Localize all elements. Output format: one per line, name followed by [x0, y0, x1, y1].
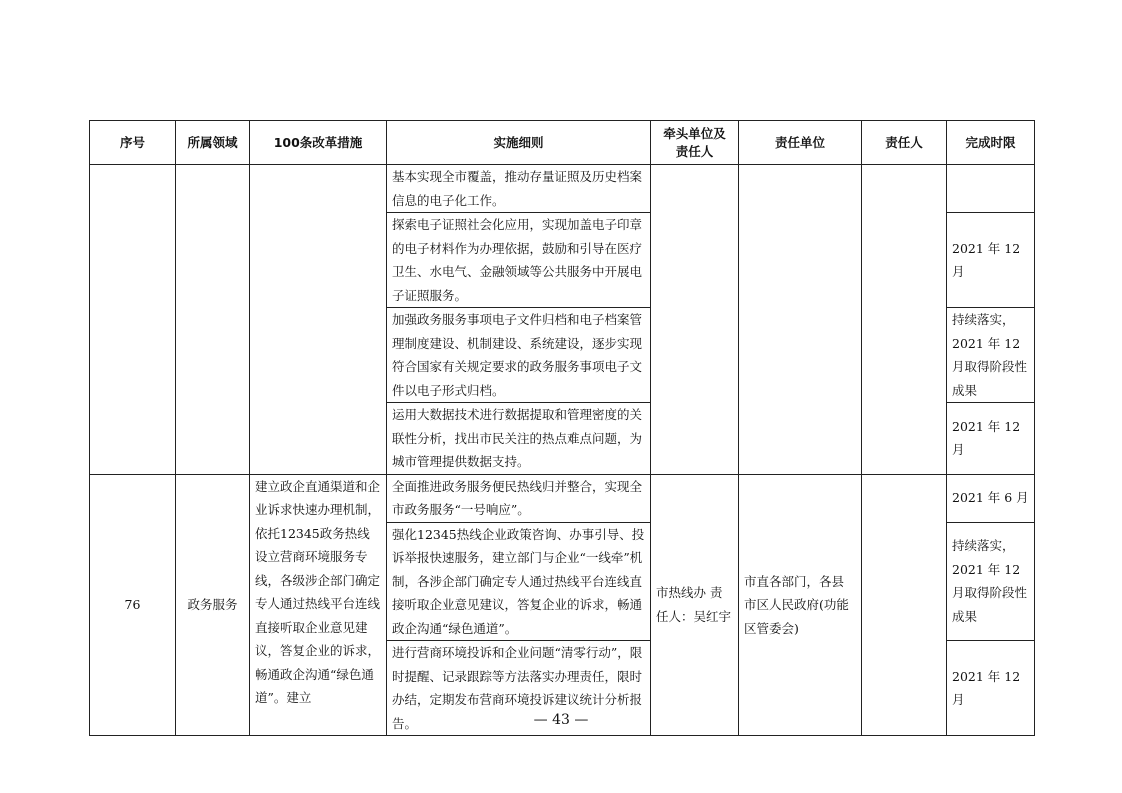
page-number: — 43 — — [533, 712, 589, 728]
deadline-cell: 2021 年 12 月 — [947, 641, 1035, 736]
cell-responsible-unit: 市直各部门，各县市区人民政府(功能区管委会) — [739, 474, 862, 736]
header-responsible-person: 责任人 — [862, 121, 947, 165]
cell-seq: 76 — [90, 474, 176, 736]
header-deadline: 完成时限 — [947, 121, 1035, 165]
table-row — [90, 474, 1035, 522]
table-header-row — [90, 121, 1035, 165]
deadline-cell: 持续落实，2021 年 12 月取得阶段性成果 — [947, 308, 1035, 403]
reform-measures-table — [89, 120, 1035, 736]
cell-seq-empty — [90, 165, 176, 475]
cell-unit-empty — [739, 165, 862, 475]
detail-cell: 运用大数据技术进行数据提取和管理密度的关联性分析，找出市民关注的热点难点问题，为城市管理提供数据支持。 — [387, 403, 651, 475]
detail-cell: 基本实现全市覆盖，推动存量证照及历史档案信息的电子化工作。 — [387, 165, 651, 213]
table-row — [90, 165, 1035, 213]
header-lead — [651, 121, 739, 165]
detail-cell: 全面推进政务服务便民热线归并整合，实现全市政务服务“一号响应”。 — [387, 474, 651, 522]
cell-field: 政务服务 — [176, 474, 250, 736]
header-responsible-unit: 责任单位 — [739, 121, 862, 165]
detail-cell: 强化12345热线企业政策咨询、办事引导、投诉举报快速服务，建立部门与企业“一线牵”机制，各涉企部门确定专人通过热线平台连线直接听取企业意见建议，答复企业的诉求，畅通政企沟通“绿色通道”。 — [387, 522, 651, 641]
header-measures: 100条改革措施 — [250, 121, 387, 165]
deadline-cell: 2021 年 6 月 — [947, 474, 1035, 522]
deadline-cell — [947, 165, 1035, 213]
cell-measure: 建立政企直通渠道和企业诉求快速办理机制，依托12345政务热线设立营商环境服务专线，各级涉企部门确定专人通过热线平台连线直接听取企业意见建议，答复企业的诉求，畅通政企沟通“绿色通道”。建立 — [250, 474, 387, 736]
cell-responsible-person — [862, 474, 947, 736]
cell-lead: 市热线办 责任人：吴红宇 — [651, 474, 739, 736]
deadline-cell: 持续落实，2021 年 12 月取得阶段性成果 — [947, 522, 1035, 641]
cell-measure-empty — [250, 165, 387, 475]
cell-field-empty — [176, 165, 250, 475]
detail-cell: 进行营商环境投诉和企业问题“清零行动”，限时提醒、记录跟踪等方法落实办理责任，限时办结，定期发布营商环境投诉建议统计分析报告。 — [387, 641, 651, 736]
deadline-cell: 2021 年 12 月 — [947, 213, 1035, 308]
detail-cell: 探索电子证照社会化应用，实现加盖电子印章的电子材料作为办理依据，鼓励和引导在医疗卫生、水电气、金融领域等公共服务中开展电子证照服务。 — [387, 213, 651, 308]
cell-lead-empty — [651, 165, 739, 475]
header-lead-line2: 责任人 — [675, 143, 714, 159]
deadline-cell: 2021 年 12 月 — [947, 403, 1035, 475]
header-seq: 序号 — [90, 121, 176, 165]
detail-cell: 加强政务服务事项电子文件归档和电子档案管理制度建设、机制建设、系统建设，逐步实现符合国家有关规定要求的政务服务事项电子文件以电子形式归档。 — [387, 308, 651, 403]
cell-person-empty — [862, 165, 947, 475]
header-field: 所属领域 — [176, 121, 250, 165]
header-lead-line1: 牵头单位及 — [663, 125, 726, 141]
header-details: 实施细则 — [387, 121, 651, 165]
